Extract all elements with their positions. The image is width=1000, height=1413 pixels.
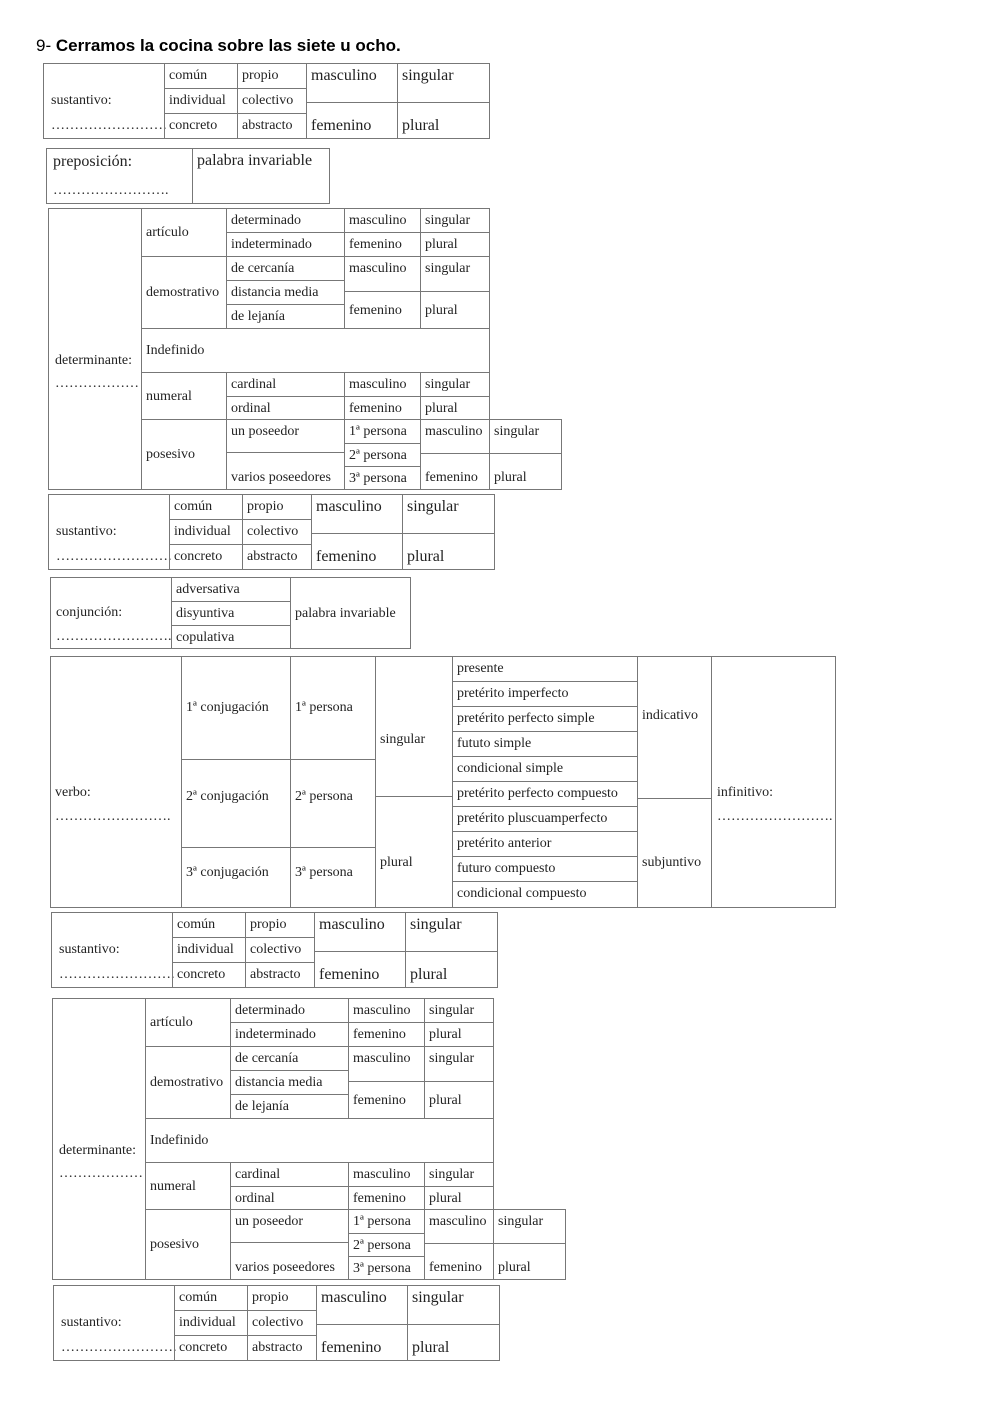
answer-blank[interactable]: ……………… [59, 1166, 143, 1181]
cell-singular: singular [424, 1046, 494, 1082]
infinitivo-label: infinitivo: [717, 785, 773, 800]
cell-singular: singular [412, 1289, 464, 1306]
cell-singular: singular [407, 498, 459, 515]
tense-cell: pretérito imperfecto [452, 681, 638, 707]
cell-femenino: femenino [319, 966, 380, 983]
cell-ordinal: ordinal [226, 396, 345, 420]
determinante-label: determinante: [55, 353, 132, 368]
cell-femenino: femenino [348, 1081, 425, 1119]
cell-masculino: masculino [348, 998, 425, 1023]
cell-singular: singular [498, 1214, 544, 1229]
divider [311, 533, 403, 534]
divider [493, 1243, 566, 1244]
cell-plural: plural [420, 396, 490, 420]
divider [316, 1324, 408, 1325]
divider [424, 1243, 494, 1244]
answer-blank[interactable]: ……………………. [56, 549, 172, 564]
answer-blank[interactable]: ……………………. [59, 967, 175, 982]
divider [397, 102, 490, 103]
cell-colectivo: colectivo [247, 1310, 317, 1336]
cell-cercania: de cercanía [230, 1046, 349, 1071]
cell-singular: singular [410, 916, 462, 933]
tense-cell: condicional compuesto [452, 881, 638, 908]
tense-cell: futuro compuesto [452, 856, 638, 882]
cell-varios-poseedores: varios poseedores [226, 452, 345, 490]
cell-singular: singular [494, 424, 540, 439]
cell-conjugacion-2: 2ª conjugación [181, 759, 291, 848]
tense-cell: pretérito anterior [452, 831, 638, 857]
cell-lejania: de lejanía [226, 304, 345, 329]
answer-blank[interactable]: ……………………. [51, 118, 167, 133]
cell-palabra-invariable: palabra invariable [290, 577, 411, 649]
cell-persona-1: 1ª persona [348, 1209, 425, 1234]
sustantivo-label: sustantivo: [56, 524, 117, 539]
cell-persona-1: 1ª persona [290, 656, 376, 760]
label-cell [43, 63, 165, 139]
cell-femenino: femenino [348, 1022, 425, 1047]
cell-abstracto: abstracto [242, 544, 312, 570]
cell-abstracto: abstracto [245, 962, 315, 988]
cell-cardinal: cardinal [226, 372, 345, 397]
exercise-number: 9- [36, 36, 52, 55]
determinante-label: determinante: [59, 1143, 136, 1158]
cell-indeterminado: indeterminado [226, 232, 345, 257]
label-cell [48, 494, 170, 570]
label-cell [51, 912, 173, 988]
tense-cell: pretérito pluscuamperfecto [452, 806, 638, 832]
cell-concreto: concreto [164, 113, 238, 139]
cell-persona-2: 2ª persona [344, 443, 421, 467]
cell-femenino: femenino [348, 1186, 425, 1210]
cell-numeral: numeral [145, 1162, 231, 1210]
cell-singular: singular [424, 1162, 494, 1187]
cell-singular: singular [424, 998, 494, 1023]
divider [407, 1324, 500, 1325]
label-cell [53, 1285, 175, 1361]
exercise-sentence: Cerramos la cocina sobre las siete u ocho. [55, 36, 401, 55]
cell-persona-2: 2ª persona [348, 1233, 425, 1257]
cell-masculino: masculino [321, 1289, 387, 1306]
answer-blank[interactable]: ……………………. [717, 809, 833, 824]
cell-conjugacion-1: 1ª conjugación [181, 656, 291, 760]
cell-plural: plural [424, 1081, 494, 1119]
cell-plural: plural [412, 1339, 450, 1356]
cell-femenino: femenino [425, 470, 478, 485]
cell-masculino: masculino [348, 1162, 425, 1187]
conjuncion-label: conjunción: [56, 605, 123, 620]
sustantivo-label: sustantivo: [61, 1315, 122, 1330]
cell-masculino: masculino [425, 424, 483, 439]
cell-individual: individual [172, 937, 246, 963]
cell-adversativa: adversativa [171, 577, 291, 602]
cell-articulo: artículo [145, 998, 231, 1047]
cell-posesivo: posesivo [141, 419, 227, 490]
cell-numeral: numeral [141, 372, 227, 420]
divider [405, 951, 498, 952]
cell-demostrativo: demostrativo [141, 256, 227, 329]
cell-demostrativo: demostrativo [145, 1046, 231, 1119]
cell-subjuntivo: subjuntivo [637, 798, 712, 908]
cell-cercania: de cercanía [226, 256, 345, 281]
cell-singular: singular [420, 208, 490, 233]
cell-colectivo: colectivo [245, 937, 315, 963]
tense-cell: pretérito perfecto simple [452, 706, 638, 732]
cell-comun: común [172, 912, 246, 938]
cell-ordinal: ordinal [230, 1186, 349, 1210]
cell-plural: plural [498, 1260, 531, 1275]
cell-persona-1: 1ª persona [344, 419, 421, 444]
cell-concreto: concreto [174, 1335, 248, 1361]
cell-propio: propio [247, 1285, 317, 1311]
cell-persona-3: 3ª persona [344, 466, 421, 490]
cell-individual: individual [174, 1310, 248, 1336]
cell-determinado: determinado [230, 998, 349, 1023]
cell-propio: propio [245, 912, 315, 938]
cell-masculino: masculino [316, 498, 382, 515]
cell-masculino: masculino [319, 916, 385, 933]
cell-un-poseedor: un poseedor [226, 419, 345, 453]
cell-singular: singular [375, 656, 453, 797]
cell-indeterminado: indeterminado [230, 1022, 349, 1047]
cell-abstracto: abstracto [247, 1335, 317, 1361]
cell-plural: plural [375, 796, 453, 908]
cell-articulo: artículo [141, 208, 227, 257]
divider [314, 951, 406, 952]
cell-femenino: femenino [429, 1260, 482, 1275]
cell-plural: plural [410, 966, 448, 983]
cell-comun: común [174, 1285, 248, 1311]
cell-conjugacion-3: 3ª conjugación [181, 847, 291, 908]
cell-singular: singular [420, 256, 490, 292]
cell-abstracto: abstracto [237, 113, 307, 139]
cell-persona-3: 3ª persona [290, 847, 376, 908]
verbo-label: verbo: [55, 785, 91, 800]
sustantivo-label: sustantivo: [59, 942, 120, 957]
cell-indefinido: Indefinido [145, 1118, 494, 1163]
cell-masculino: masculino [344, 372, 421, 397]
cell-singular: singular [420, 372, 490, 397]
tense-cell: condicional simple [452, 756, 638, 782]
cell-plural: plural [407, 548, 445, 565]
cell-plural: plural [420, 291, 490, 329]
cell-distancia: distancia media [226, 280, 345, 305]
cell-individual: individual [164, 88, 238, 114]
cell-propio: propio [242, 494, 312, 520]
divider [306, 102, 398, 103]
cell-posesivo: posesivo [145, 1209, 231, 1280]
cell-lejania: de lejanía [230, 1094, 349, 1119]
answer-blank[interactable]: ……………………. [56, 629, 172, 644]
cell-persona-2: 2ª persona [290, 759, 376, 848]
divider [402, 533, 495, 534]
tense-cell: pretérito perfecto compuesto [452, 781, 638, 807]
cell-individual: individual [169, 519, 243, 545]
cell-femenino: femenino [344, 291, 421, 329]
cell-comun: común [164, 63, 238, 89]
cell-cardinal: cardinal [230, 1162, 349, 1187]
cell-masculino: masculino [344, 208, 421, 233]
cell-concreto: concreto [172, 962, 246, 988]
cell-varios-poseedores: varios poseedores [230, 1242, 349, 1280]
cell-femenino: femenino [311, 117, 372, 134]
tense-cell: fututo simple [452, 731, 638, 757]
cell-plural: plural [420, 232, 490, 257]
cell-masculino: masculino [311, 67, 377, 84]
preposicion-label: preposición: [53, 153, 133, 170]
cell-un-poseedor: un poseedor [230, 1209, 349, 1243]
cell-femenino: femenino [344, 232, 421, 257]
divider [489, 453, 562, 454]
cell-masculino: masculino [429, 1214, 487, 1229]
sustantivo-label: sustantivo: [51, 93, 112, 108]
cell-propio: propio [237, 63, 307, 89]
cell-distancia: distancia media [230, 1070, 349, 1095]
cell-femenino: femenino [316, 548, 377, 565]
cell-masculino: masculino [344, 256, 421, 292]
cell-indicativo: indicativo [637, 656, 712, 799]
exercise-title [36, 36, 401, 56]
cell-masculino: masculino [348, 1046, 425, 1082]
cell-copulativa: copulativa [171, 625, 291, 649]
answer-blank[interactable]: ……………………. [53, 183, 169, 198]
cell-disyuntiva: disyuntiva [171, 601, 291, 626]
cell-plural: plural [402, 117, 440, 134]
cell-persona-3: 3ª persona [348, 1256, 425, 1280]
cell-plural: plural [424, 1022, 494, 1047]
cell-determinado: determinado [226, 208, 345, 233]
cell-comun: común [169, 494, 243, 520]
cell-colectivo: colectivo [237, 88, 307, 114]
cell-concreto: concreto [169, 544, 243, 570]
divider [420, 453, 490, 454]
cell-singular: singular [402, 67, 454, 84]
tense-cell: presente [452, 656, 638, 682]
answer-blank[interactable]: ……………………. [55, 809, 171, 824]
cell-femenino: femenino [321, 1339, 382, 1356]
answer-blank[interactable]: ……………… [55, 376, 139, 391]
cell-plural: plural [424, 1186, 494, 1210]
cell-palabra-invariable: palabra invariable [192, 148, 330, 204]
cell-plural: plural [494, 470, 527, 485]
cell-colectivo: colectivo [242, 519, 312, 545]
cell-indefinido: Indefinido [141, 328, 490, 373]
answer-blank[interactable]: ……………………. [61, 1340, 177, 1355]
cell-femenino: femenino [344, 396, 421, 420]
